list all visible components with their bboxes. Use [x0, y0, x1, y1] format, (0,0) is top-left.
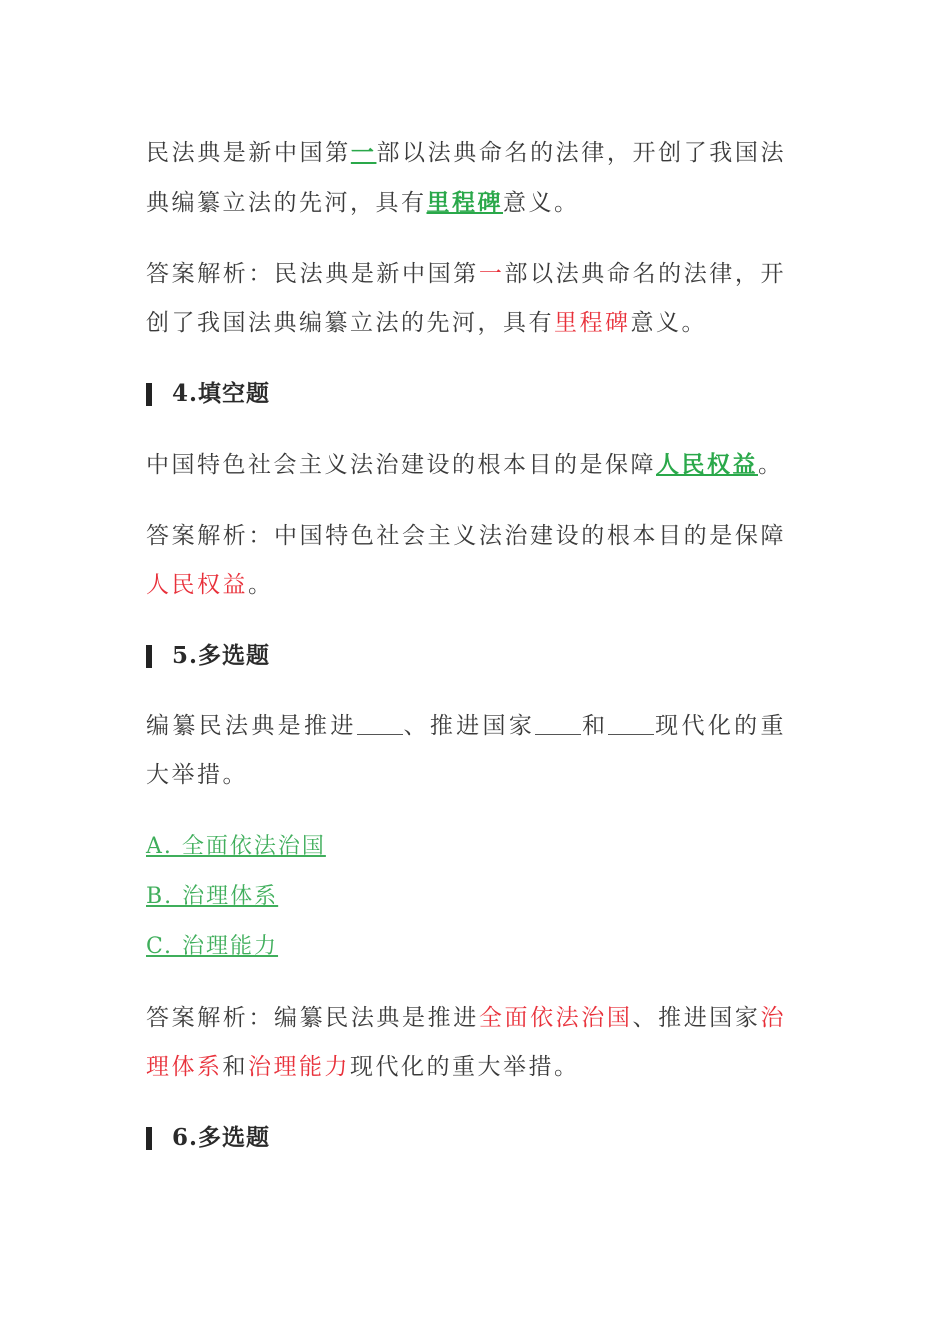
explanation-answer: 里程碑 [554, 310, 631, 336]
question-4-explanation: 答案解析：中国特色社会主义法治建设的根本目的是保障人民权益。 [146, 523, 786, 598]
option-b[interactable]: B. 治理体系 [146, 884, 279, 909]
explanation-answer: 人民权益 [146, 572, 248, 598]
explanation-answer: 全面依法治国 [478, 1005, 633, 1031]
question-4-stem: 中国特色社会主义法治建设的根本目的是保障人民权益。 [146, 451, 784, 478]
question-5-explanation: 答案解析：编纂民法典是推进全面依法治国、推进国家治理体系和治理能力现代化的重大举措。 [146, 1005, 787, 1080]
question-3-explanation: 答案解析：民法典是新中国第一部以法典命名的法律，开创了我国法典编纂立法的先河，具有里程碑意义。 [146, 261, 787, 336]
answer-blank-2: 里程碑 [426, 189, 503, 216]
option-c[interactable]: C. 治理能力 [146, 934, 279, 959]
option-a[interactable]: A. 全面依法治国 [146, 834, 326, 859]
question-5-options [146, 822, 786, 972]
question-5-stem: 编纂民法典是推进 、推进国家 和 现代化的重大举措。 [146, 713, 787, 788]
heading-bar-icon [146, 645, 152, 668]
explanation-answer: 治理能力 [248, 1054, 350, 1080]
explanation-answer: 一 [478, 261, 505, 287]
fill-blank [535, 712, 581, 735]
explanation-answer: 治理体系 [146, 1005, 787, 1080]
fill-blank [608, 712, 654, 735]
heading-bar-icon [146, 1127, 152, 1150]
question-4-heading: 4.填空题 [146, 374, 786, 414]
fill-blank [357, 712, 403, 735]
question-3-stem: 民法典是新中国第一部以法典命名的法律，开创了我国法典编纂立法的先河，具有里程碑意义。 [146, 139, 787, 216]
question-6-heading: 6.多选题 [146, 1118, 786, 1158]
document-page [146, 128, 786, 1158]
question-5-heading: 5.多选题 [146, 636, 786, 676]
answer-blank: 人民权益 [656, 451, 758, 478]
heading-bar-icon [146, 383, 152, 406]
answer-blank-1: 一 [350, 139, 377, 166]
